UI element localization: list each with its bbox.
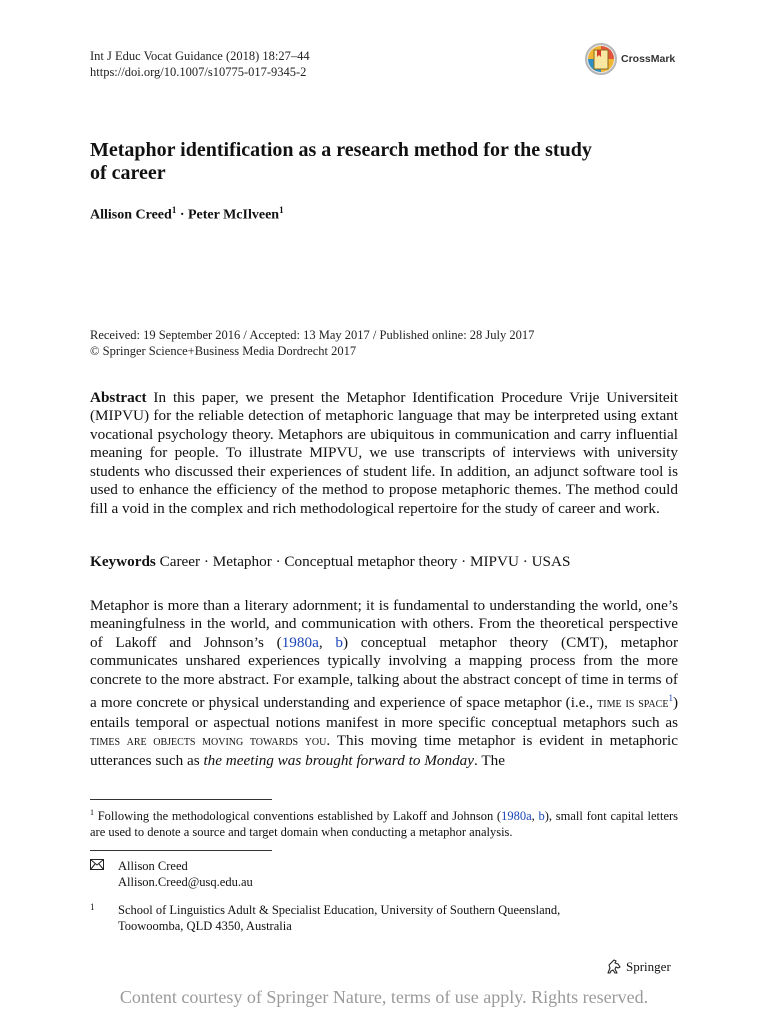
corresponding-author <box>90 858 253 890</box>
small-caps-term: times are objects moving towards you <box>90 734 327 750</box>
citation-link[interactable]: 1980a <box>501 809 532 824</box>
body-text-run: . This moving time metaphor is evident in metaphoric utterances such as <box>90 732 678 769</box>
author-affiliation-ref: 1 <box>171 205 177 215</box>
affiliation-line: Toowoomba, QLD 4350, Australia <box>118 919 292 933</box>
affiliation-number: 1 <box>90 902 95 912</box>
author-name[interactable]: Peter McIlveen <box>187 207 280 223</box>
author-list <box>90 205 284 224</box>
footnote <box>90 805 678 840</box>
author-separator: · <box>176 207 188 223</box>
body-paragraph <box>90 597 678 770</box>
footnote-text: Following the methodological conventions established by Lakoff and Johnson ( <box>97 809 502 824</box>
publication-history <box>90 327 534 359</box>
abstract <box>90 389 678 518</box>
journal-header <box>90 48 310 80</box>
citation-link[interactable]: b <box>538 809 545 824</box>
citation-link[interactable]: b <box>335 633 343 651</box>
body-text-run: , <box>318 633 336 651</box>
body-text-run: ) entails temporal or aspectual notions manifest in more specific conceptual metaphors such as <box>90 694 678 731</box>
body-text-run: ) conceptual metaphor theory (CMT), metaphor communicates unshared experiences typically involving a mapping process from the more concrete to the more abstract. For example, talking about the abstract concept of time in terms of a more concrete or physical understanding and experience of space metaphor (i.e., <box>90 633 679 712</box>
paper-title: Metaphor identification as a research method for the study of career <box>90 139 592 184</box>
footnote-reference[interactable]: 1 <box>668 693 673 704</box>
affiliation <box>90 902 650 934</box>
footnote-text: , <box>531 809 539 824</box>
author-name[interactable]: Allison Creed <box>90 207 172 223</box>
crossmark-badge[interactable] <box>584 42 694 76</box>
keywords-label: Keywords <box>90 553 156 570</box>
footnote-divider <box>90 799 272 800</box>
doi-link[interactable]: https://doi.org/10.1007/s10775-017-9345-2 <box>90 65 307 79</box>
abstract-label: Abstract <box>90 389 147 406</box>
crossmark-icon <box>584 42 618 76</box>
citation-link[interactable]: 1980a <box>281 633 319 651</box>
footnote-number: 1 <box>90 808 94 817</box>
contact-name: Allison Creed <box>118 859 188 873</box>
keywords-text: Career · Metaphor · Conceptual metaphor theory · MIPVU · USAS <box>159 553 571 570</box>
abstract-text: In this paper, we present the Metaphor Identification Procedure Vrije Universiteit (MIPVU) for the reliable detection of metaphoric language that may be interpreted using extant vocational psychology theory. Metaphors are ubiquitous in communication and carry influential meaning for people. To illustrate MIPVU, we use transcripts of interviews with university students who discussed their experiences of student life. In addition, an adjunct software tool is used to enhance the efficiency of the method to propose metaphoric themes. The method could fill a void in the complex and rich methodological repertoire for the study of career and work. <box>90 389 678 517</box>
copyright-line: © Springer Science+Business Media Dordrecht 2017 <box>90 344 357 358</box>
journal-citation: Int J Educ Vocat Guidance (2018) 18:27–44 <box>90 49 310 63</box>
contact-email[interactable]: Allison.Creed@usq.edu.au <box>118 875 253 889</box>
small-caps-term: time is space <box>597 696 669 712</box>
keywords <box>90 553 678 571</box>
courtesy-notice: Content courtesy of Springer Nature, terms of use apply. Rights reserved. <box>119 987 649 1007</box>
publisher-name: Springer <box>626 959 671 974</box>
author-affiliation-ref: 1 <box>279 205 284 215</box>
received-dates: Received: 19 September 2016 / Accepted: 13 May 2017 / Published online: 28 July 2017 <box>90 328 535 342</box>
affiliation-line: School of Linguistics Adult & Specialist Education, University of Southern Queensland, <box>118 903 561 917</box>
body-text-run: Metaphor is more than a literary adornment; it is fundamental to understanding the world, one’s meaningfulness in the world, and communication with others. From the theoretical perspective of Lakoff and Johnson’s ( <box>90 597 678 651</box>
italic-example: the meeting was brought forward to Monday <box>203 751 475 769</box>
springer-logo <box>605 959 671 975</box>
springer-horse-icon <box>605 959 623 975</box>
crossmark-label: CrossMark <box>621 53 676 65</box>
contact-divider <box>90 850 272 851</box>
envelope-icon <box>90 858 106 874</box>
footnote-text: ), small font capital letters are used to denote a source and target domain when conducting a metaphor analysis. <box>90 809 679 840</box>
body-text-run: . The <box>474 751 505 769</box>
